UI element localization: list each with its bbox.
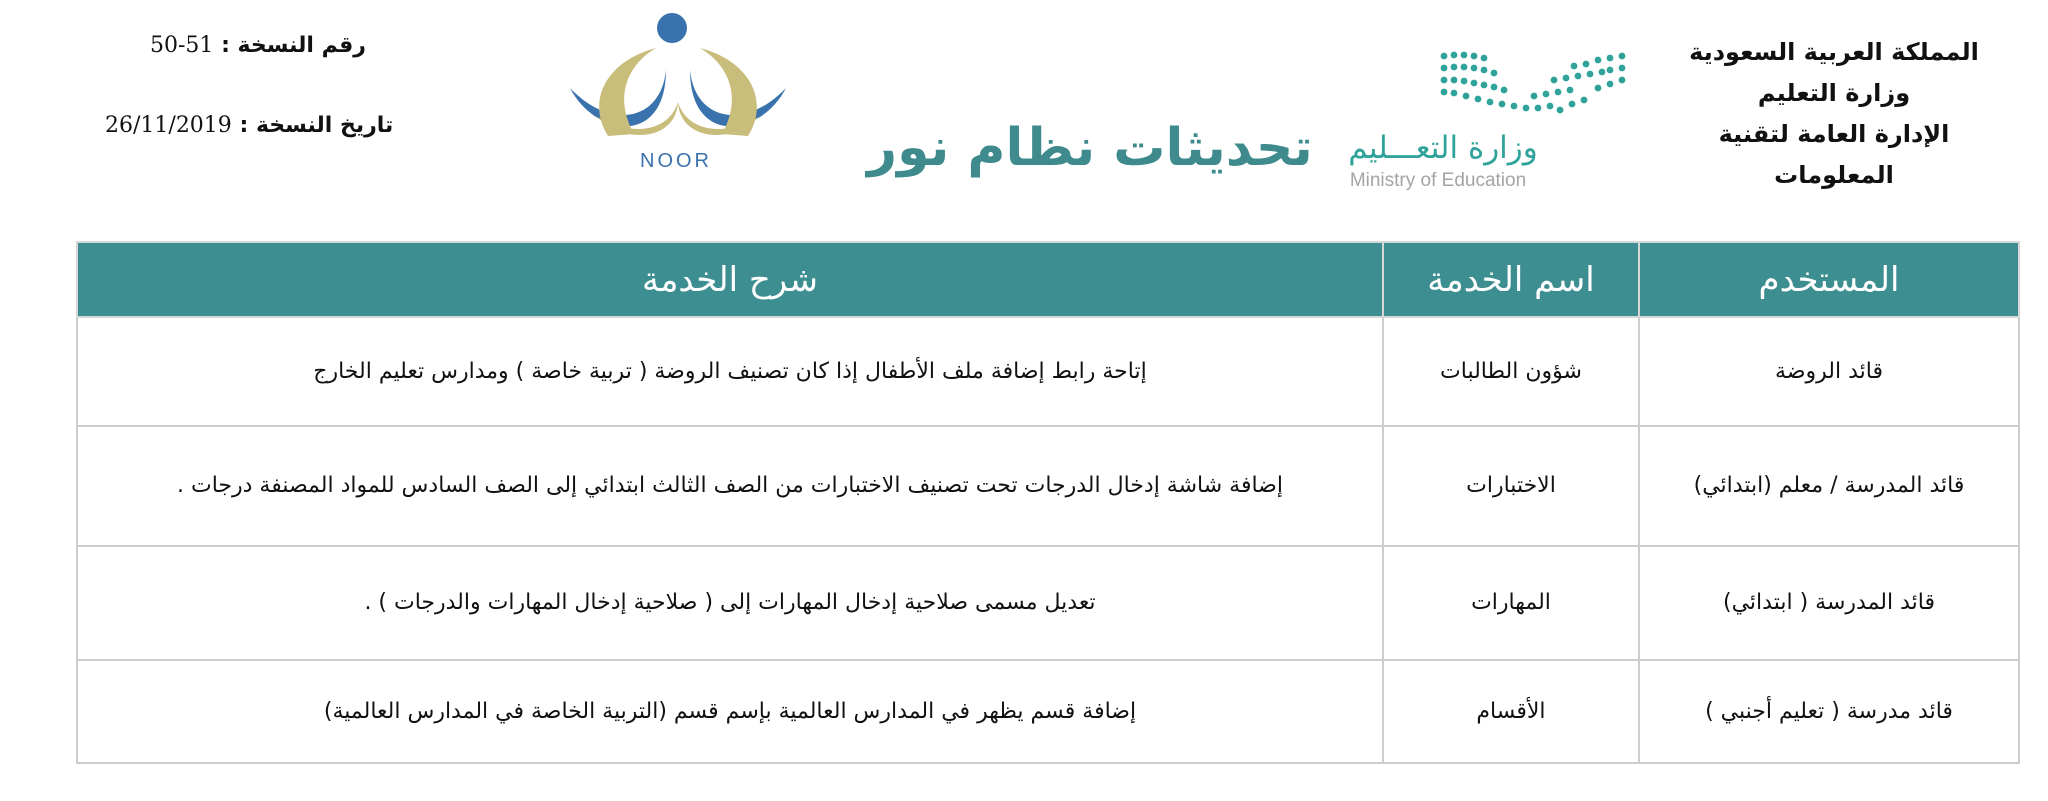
date-label: تاريخ النسخة : [239, 113, 394, 138]
cell-description: إتاحة رابط إضافة ملف الأطفال إذا كان تصنيف الروضة ( تربية خاصة ) ومدارس تعليم الخارج [77, 317, 1383, 426]
cell-description: إضافة قسم يظهر في المدارس العالمية بإسم قسم (التربية الخاصة في المدارس العالمية) [77, 660, 1383, 763]
ministry-header-text [1674, 32, 1994, 196]
version-label: رقم النسخة : [221, 33, 366, 58]
cell-service: الاختبارات [1383, 426, 1639, 546]
noor-logo [556, 6, 796, 176]
cell-service: شؤون الطالبات [1383, 317, 1639, 426]
cell-service: الأقسام [1383, 660, 1639, 763]
moe-name-arabic: وزارة التعـــليم [1348, 130, 1538, 166]
cell-user: قائد المدرسة / معلم (ابتدائي) [1639, 426, 2019, 546]
moe-logo [1338, 38, 1638, 198]
cell-user: قائد مدرسة ( تعليم أجنبي ) [1639, 660, 2019, 763]
ministry-line-department: الإدارة العامة لتقنية [1718, 120, 1950, 148]
table-row [77, 546, 2019, 660]
table-header-row [77, 242, 2019, 317]
version-number [150, 33, 480, 58]
table-row [77, 426, 2019, 546]
ministry-line-ministry: وزارة التعليم [1757, 79, 1911, 107]
updates-table [76, 241, 2020, 764]
cell-user: قائد الروضة [1639, 317, 2019, 426]
noor-emblem-icon [556, 6, 796, 156]
noor-caption: NOOR [640, 150, 712, 172]
date-value: 26/11/2019 [105, 113, 232, 138]
page-title: تحديثات نظام نور [867, 118, 1313, 178]
table-row [77, 317, 2019, 426]
cell-description: إضافة شاشة إدخال الدرجات تحت تصنيف الاختبارات من الصف الثالث ابتدائي إلى الصف السادس للمواد المصنفة درجات . [77, 426, 1383, 546]
ministry-line-department-cont: المعلومات [1774, 161, 1894, 189]
column-header-description: شرح الخدمة [77, 242, 1383, 317]
column-header-service: اسم الخدمة [1383, 242, 1639, 317]
moe-name-english: Ministry of Education [1349, 170, 1527, 191]
column-header-user: المستخدم [1639, 242, 2019, 317]
cell-description: تعديل مسمى صلاحية إدخال المهارات إلى ( صلاحية إدخال المهارات والدرجات ) . [77, 546, 1383, 660]
version-date [105, 113, 445, 138]
moe-dots-icon [1434, 46, 1634, 126]
cell-service: المهارات [1383, 546, 1639, 660]
table-row [77, 660, 2019, 763]
version-value: 50-51 [150, 33, 214, 58]
cell-user: قائد المدرسة ( ابتدائي) [1639, 546, 2019, 660]
ministry-line-country: المملكة العربية السعودية [1689, 38, 1979, 66]
